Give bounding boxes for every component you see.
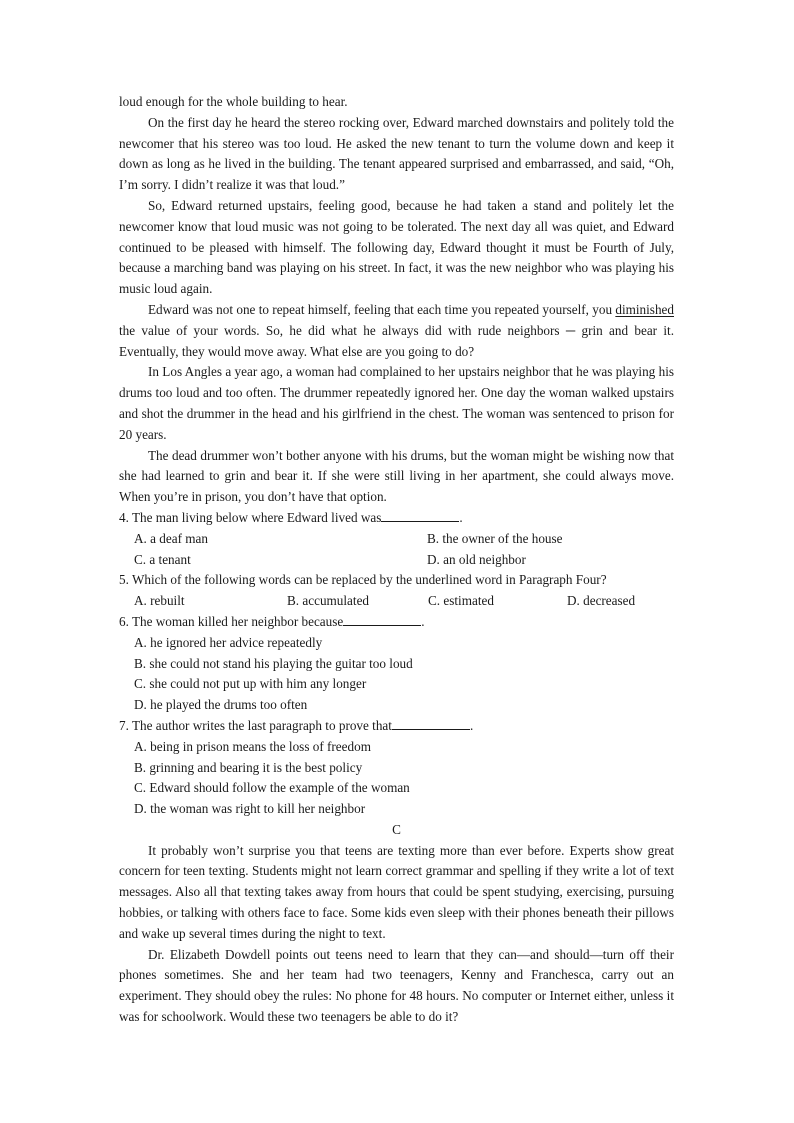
passage-b-paragraph-0: loud enough for the whole building to hear.: [119, 94, 348, 109]
passage-c-paragraph-2: Dr. Elizabeth Dowdell points out teens need to learn that they can—and should—turn off their phones sometimes. She and her team had two teenagers, Kenny and Franchesca, carry out an experiment. They should obey the rules: No phone for 48 hours. No computer or Internet either, unless it was for schoolwork. Would these two teenagers be able to do it?: [119, 946, 674, 1025]
option-b: B. the owner of the house: [427, 530, 563, 546]
question-6-stem: [119, 612, 674, 633]
question-4-stem: [119, 508, 674, 529]
question-6-stem-end: .: [421, 613, 425, 629]
question-6: [119, 612, 674, 716]
passage-b-paragraph-2: So, Edward returned upstairs, feeling good, because he had taken a stand and politely let the newcomer know that loud music was not going to be tolerated. The next day all was quiet, and Edward continued to be pleased with himself. The following day, Edward thought it must be Fourth of July, because a marching band was playing on his street. In fact, it was the new neighbor who was playing his music loud again.: [119, 197, 674, 297]
option-c: C. she could not put up with him any longer: [134, 676, 367, 692]
question-7: [119, 716, 674, 820]
document-page: [119, 92, 674, 1028]
option-a: A. rebuilt: [134, 593, 185, 609]
option-c: C. estimated: [428, 593, 494, 609]
passage-b-paragraph-5: The dead drummer won’t bother anyone with his drums, but the woman might be wishing now that she had learned to grin and bear it. If she were still living in her apartment, she could always move. When you’re in prison, you don’t have that option.: [119, 447, 674, 505]
option-a: A. being in prison means the loss of freedom: [134, 738, 371, 754]
underlined-word: diminished: [615, 301, 674, 317]
question-5-options-row: [119, 591, 674, 612]
passage-c-heading: C: [392, 821, 401, 837]
question-4-options-row-2: [119, 550, 674, 571]
answer-blank: [343, 612, 421, 626]
question-4-stem-text: 4. The man living below where Edward lived was: [119, 509, 382, 525]
option-a: A. he ignored her advice repeatedly: [134, 634, 323, 650]
passage-b-paragraph-1: On the first day he heard the stereo rocking over, Edward marched downstairs and politely told the newcomer that his stereo was too loud. He asked the new tenant to turn the volume down and keep it down as long as he lived in the building. The tenant appeared surprised and embarrassed, and said, “Oh, I’m sorry. I didn’t realize it was that loud.”: [119, 114, 674, 193]
option-b: B. accumulated: [287, 593, 370, 609]
question-4-stem-end: .: [459, 509, 463, 525]
question-5: [119, 570, 674, 612]
option-d: D. he played the drums too often: [134, 697, 308, 713]
option-a: A. a deaf man: [134, 530, 208, 546]
question-7-stem-text: 7. The author writes the last paragraph to prove that: [119, 717, 392, 733]
question-7-stem-end: .: [469, 717, 474, 733]
option-b: B. she could not stand his playing the guitar too loud: [134, 655, 413, 671]
passage-b-paragraph-3: [119, 300, 674, 362]
passage-c-paragraph-1: It probably won’t surprise you that teens are texting more than ever before. Experts show great concern for teen texting. Students might not learn correct grammar and spelling if they write a lot of text messages. Also all that texting takes away from hours that could be spent studying, exercising, pursuing hobbies, or talking with others face to face. Some kids even sleep with their phones beneath their pillows and wake up several times during the night to text.: [119, 842, 674, 941]
answer-blank: [381, 508, 459, 522]
option-d: D. decreased: [567, 593, 636, 609]
answer-blank: [392, 716, 470, 730]
option-b: B. grinning and bearing it is the best policy: [134, 759, 363, 775]
option-d: D. an old neighbor: [427, 551, 526, 567]
question-4-options-row-1: [119, 529, 674, 550]
option-c: C. Edward should follow the example of the woman: [134, 780, 410, 796]
question-5-stem: 5. Which of the following words can be replaced by the underlined word in Paragraph Four?: [119, 572, 607, 588]
question-4: [119, 508, 674, 570]
option-d: D. the woman was right to kill her neighbor: [134, 801, 366, 817]
paragraph-3-text-b: the value of your words. So, he did what he always did with rude neighbors ─ grin and bear it. Eventually, they would move away. What else are you going to do?: [119, 322, 674, 359]
option-c: C. a tenant: [134, 551, 191, 567]
question-7-stem: [119, 716, 674, 737]
passage-b-paragraph-4: In Los Angles a year ago, a woman had complained to her upstairs neighbor that he was playing his drums too loud and too often. The drummer repeatedly ignored her. One day the woman walked upstairs and shot the drummer in the head and his girlfriend in the chest. The woman was sentenced to prison for 20 years.: [119, 364, 674, 442]
question-6-stem-text: 6. The woman killed her neighbor because: [119, 613, 344, 629]
paragraph-3-text-a: Edward was not one to repeat himself, feeling that each time you repeated yourself, you: [148, 301, 616, 317]
